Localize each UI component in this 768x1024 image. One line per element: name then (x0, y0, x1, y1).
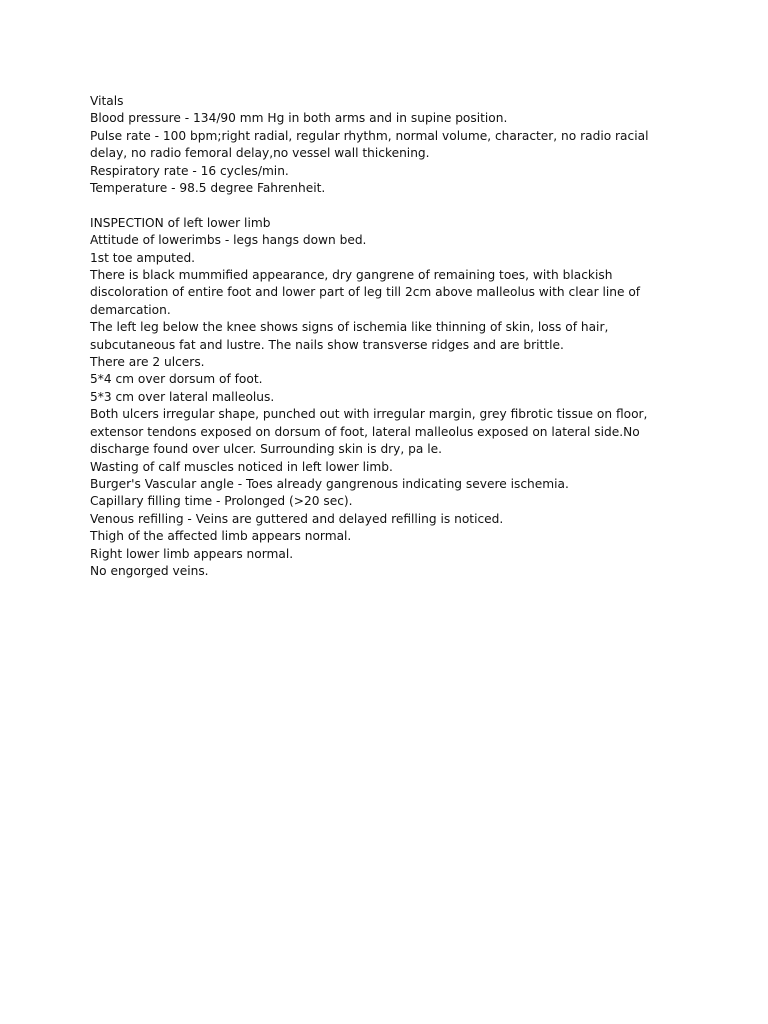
attitude-line: Attitude of lowerimbs - legs hangs down bed. (90, 233, 367, 248)
vitals-section (90, 93, 670, 197)
pulse-rate-line: Pulse rate - 100 bpm;right radial, regular rhythm, normal volume, character, no radio racial delay, no radio femoral delay,no vessel wall thickening. (90, 128, 649, 161)
right-limb-line: Right lower limb appears normal. (90, 546, 294, 561)
toe-amputated-line: 1st toe amputed. (90, 250, 196, 265)
ulcer-count-line: There are 2 ulcers. (90, 355, 205, 370)
engorged-veins-line: No engorged veins. (90, 563, 209, 578)
inspection-section (90, 215, 670, 581)
thigh-line: Thigh of the affected limb appears normal. (90, 529, 352, 544)
temperature-line: Temperature - 98.5 degree Fahrenheit. (90, 181, 326, 196)
calf-wasting-line: Wasting of calf muscles noticed in left lower limb. (90, 459, 393, 474)
gangrene-line: There is black mummified appearance, dry gangrene of remaining toes, with blackish discoloration of entire foot and lower part of leg till 2cm above malleolus with clear line of demarcation. (90, 268, 641, 317)
inspection-heading: INSPECTION of left lower limb (90, 215, 271, 230)
ulcer-one-line: 5*4 cm over dorsum of foot. (90, 372, 263, 387)
vitals-heading: Vitals (90, 94, 124, 108)
respiratory-rate-line: Respiratory rate - 16 cycles/min. (90, 163, 289, 178)
blood-pressure-line: Blood pressure - 134/90 mm Hg in both arms and in supine position. (90, 111, 508, 126)
section-gap (90, 197, 670, 214)
capillary-filling-line: Capillary filling time - Prolonged (>20 sec). (90, 494, 353, 509)
venous-refilling-line: Venous refilling - Veins are guttered and delayed refilling is noticed. (90, 511, 504, 526)
burgers-angle-line: Burger's Vascular angle - Toes already gangrenous indicating severe ischemia. (90, 476, 569, 491)
ulcer-two-line: 5*3 cm over lateral malleolus. (90, 389, 275, 404)
ischemia-signs-line: The left leg below the knee shows signs of ischemia like thinning of skin, loss of hair, subcutaneous fat and lustre. The nails show transverse ridges and are brittle. (90, 320, 609, 352)
document-page (90, 93, 670, 580)
ulcer-description-line: Both ulcers irregular shape, punched out with irregular margin, grey fibrotic tissue on floor, extensor tendons exposed on dorsum of foot, lateral malleolus exposed on lateral side.No discharge found over ulcer. Surrounding skin is dry, pa le. (90, 407, 648, 457)
